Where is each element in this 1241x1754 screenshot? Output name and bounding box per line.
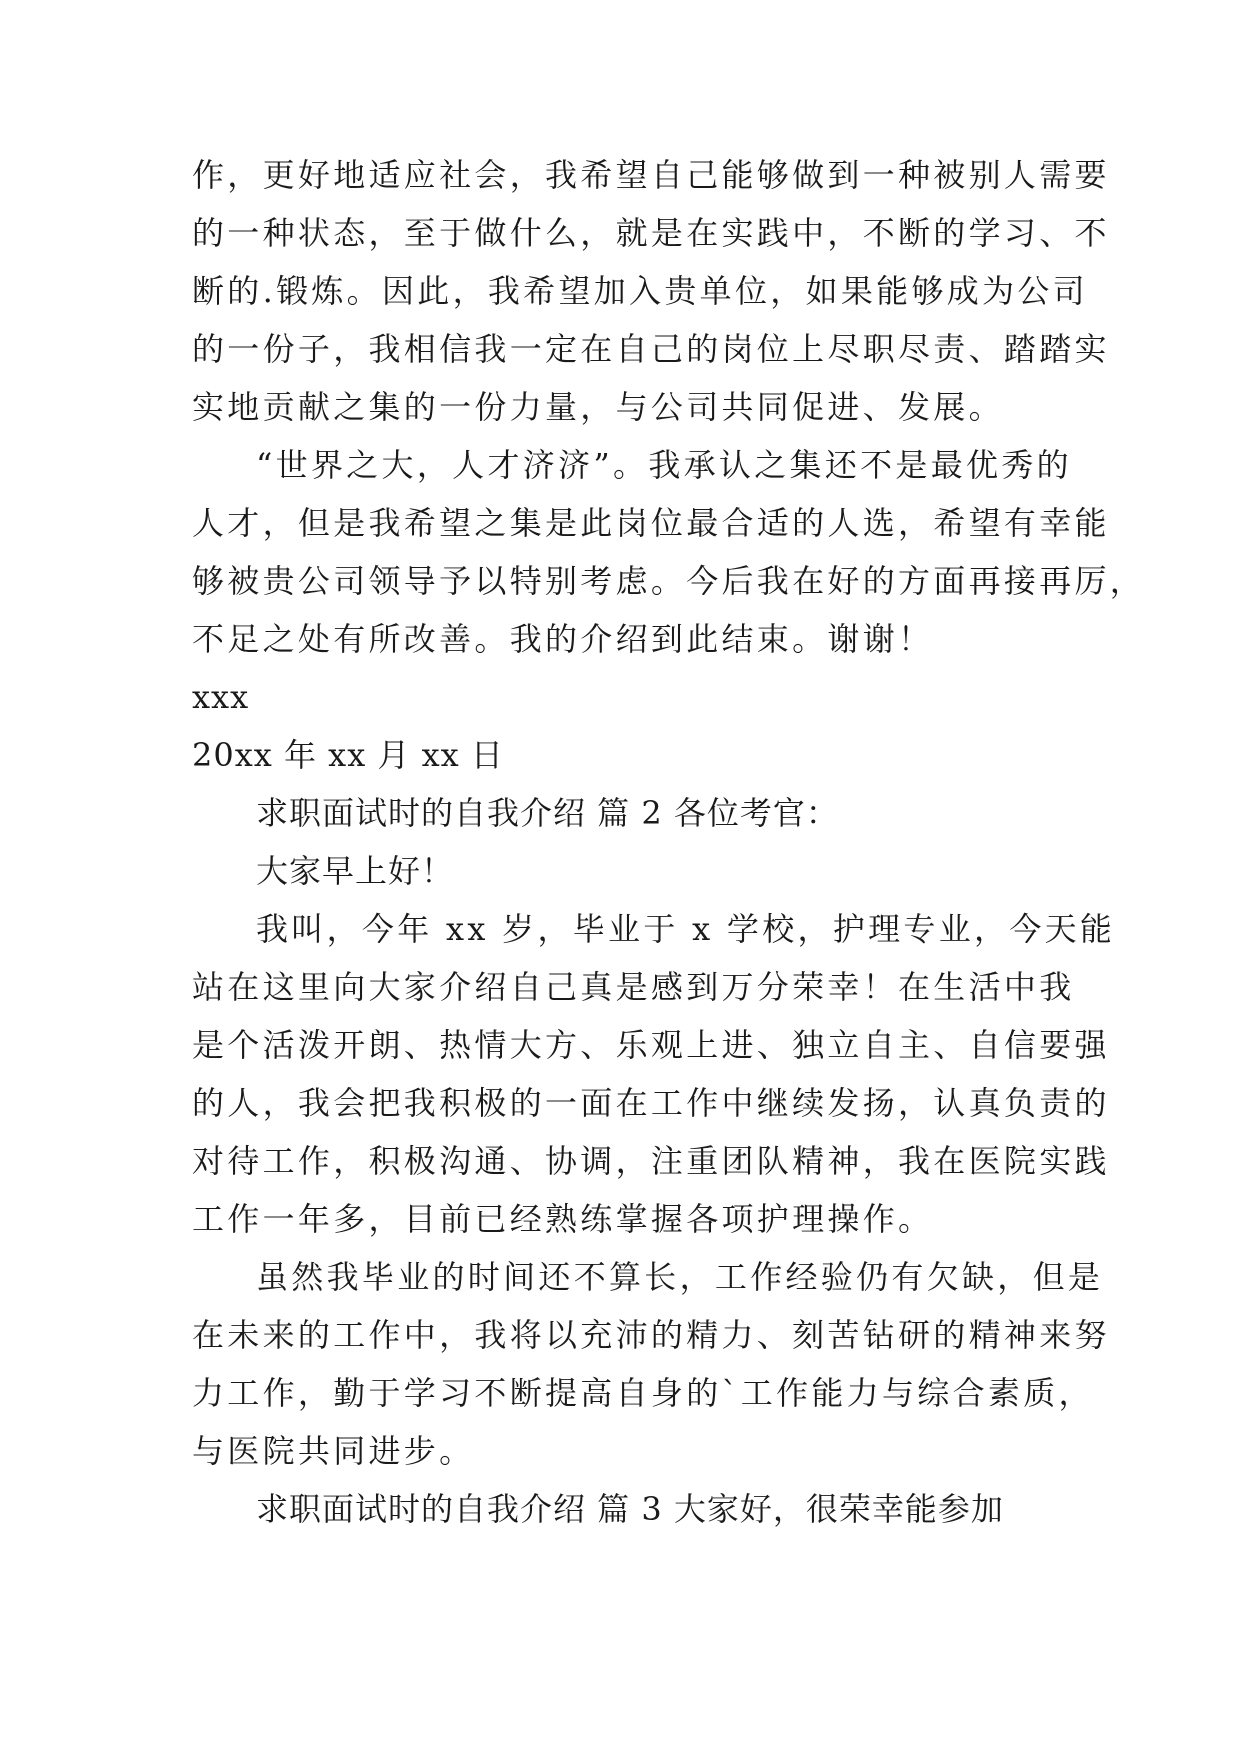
text-line: 是个活泼开朗、热情大方、乐观上进、独立自主、自信要强 — [192, 1026, 1110, 1064]
signature-date: 20xx 年 xx 月 xx 日 — [192, 736, 504, 774]
text-line: 的一份子，我相信我一定在自己的岗位上尽职尽责、踏踏实 — [192, 330, 1110, 368]
text-line: 站在这里向大家介绍自己真是感到万分荣幸！在生活中我 — [192, 968, 1075, 1006]
text-line: 虽然我毕业的时间还不算长，工作经验仍有欠缺，但是 — [256, 1258, 1104, 1296]
greeting: 大家早上好！ — [256, 852, 455, 890]
signature-name: xxx — [192, 678, 250, 716]
section-heading: 求职面试时的自我介绍 篇 2 各位考官： — [256, 794, 839, 832]
text-line: 的人，我会把我积极的一面在工作中继续发扬，认真负责的 — [192, 1084, 1110, 1122]
text-line: 实地贡献之集的一份力量，与公司共同促进、发展。 — [192, 388, 1004, 426]
text-line: 我叫，今年 xx 岁，毕业于 x 学校，护理专业，今天能 — [256, 910, 1116, 948]
text-line: 作，更好地适应社会，我希望自己能够做到一种被别人需要 — [192, 156, 1110, 194]
text-line: 人才，但是我希望之集是此岗位最合适的人选，希望有幸能 — [192, 504, 1110, 542]
text-line: “世界之大，人才济济”。我承认之集还不是最优秀的 — [256, 446, 1072, 484]
text-line: 工作一年多，目前已经熟练掌握各项护理操作。 — [192, 1200, 934, 1238]
text-line: 的一种状态，至于做什么，就是在实践中，不断的学习、不 — [192, 214, 1110, 252]
text-line: 与医院共同进步。 — [192, 1432, 475, 1470]
text-line: 断的.锻炼。因此，我希望加入贵单位，如果能够成为公司 — [192, 272, 1088, 310]
text-line: 够被贵公司领导予以特别考虑。今后我在好的方面再接再厉， — [192, 562, 1146, 600]
text-line: 力工作，勤于学习不断提高自身的`工作能力与综合素质， — [192, 1374, 1094, 1412]
text-line: 不足之处有所改善。我的介绍到此结束。谢谢！ — [192, 620, 934, 658]
text-line: 在未来的工作中，我将以充沛的精力、刻苦钻研的精神来努 — [192, 1316, 1110, 1354]
text-line: 对待工作，积极沟通、协调，注重团队精神，我在医院实践 — [192, 1142, 1110, 1180]
section-heading: 求职面试时的自我介绍 篇 3 大家好，很荣幸能参加 — [256, 1490, 1004, 1528]
